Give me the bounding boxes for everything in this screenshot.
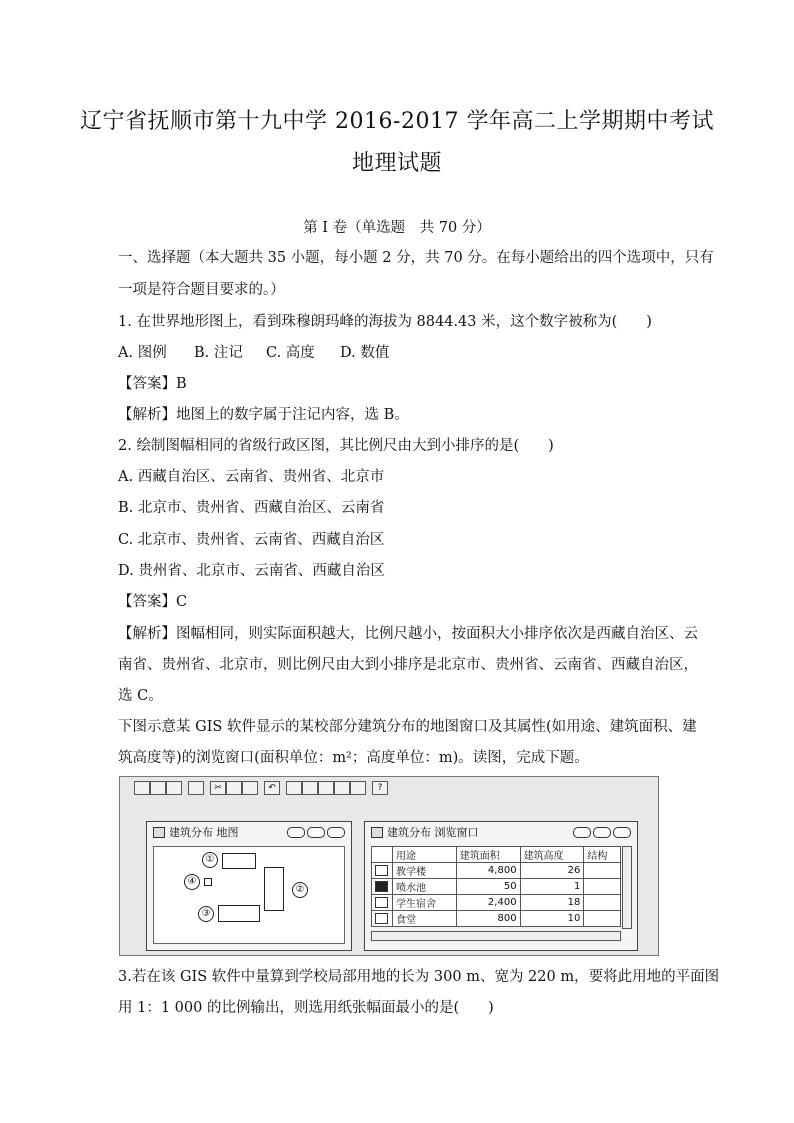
q1-stem: 1. 在世界地形图上，看到珠穆朗玛峰的海拔为 8844.43 米，这个数字被称为( ) (118, 314, 652, 330)
map-canvas (153, 846, 345, 944)
row-structure (584, 895, 621, 911)
building-2 (264, 867, 284, 911)
q2-option-c: C. 北京市、贵州省、云南省、西藏自治区 (118, 532, 385, 548)
table-row (372, 895, 621, 911)
q2-option-d: D. 贵州省、北京市、云南省、西藏自治区 (118, 563, 385, 579)
maximize-icon (593, 827, 611, 838)
row-area: 2,400 (456, 895, 520, 911)
instructions-line1: 一、选择题（本大题共 35 小题，每小题 2 分，共 70 分。在每小题给出的四个选项中，只有 (118, 250, 714, 266)
row-height: 10 (520, 911, 584, 927)
q1-option-c: C. 高度 (266, 345, 315, 361)
table-view-icon (334, 781, 350, 795)
row-use: 食堂 (393, 911, 457, 927)
paste-icon (242, 781, 258, 795)
copy-icon (226, 781, 242, 795)
marker-1: ① (202, 852, 218, 868)
cut-icon: ✂ (210, 781, 226, 795)
gis-figure (119, 776, 659, 956)
window-icon (286, 781, 302, 795)
building-3 (218, 905, 260, 922)
header-cell: 建筑高度 (520, 847, 584, 863)
q2-stem: 2. 绘制图幅相同的省级行政区图，其比例尺由大到小排序的是( ) (118, 438, 554, 454)
q3-stem-line1: 3.若在该 GIS 软件中量算到学校局部用地的长为 300 m、宽为 220 m，要将此用地的平面图 (118, 969, 720, 985)
row-use: 教学楼 (393, 863, 457, 879)
map-window (146, 821, 352, 951)
header-cell (372, 847, 393, 863)
header-cell: 用途 (393, 847, 457, 863)
row-structure (584, 863, 621, 879)
q1-answer: 【答案】B (118, 376, 187, 392)
header-cell: 建筑面积 (456, 847, 520, 863)
q2-answer: 【答案】C (118, 594, 188, 610)
row-swatch (372, 879, 393, 895)
close-icon (613, 827, 631, 838)
building-1 (222, 853, 256, 869)
q1-option-b: B. 注记 (194, 345, 243, 361)
row-structure (584, 911, 621, 927)
row-height: 18 (520, 895, 584, 911)
minimize-icon (287, 827, 305, 838)
part-title: 第 I 卷（单选题 共 70 分） (303, 220, 491, 236)
q2-analysis-line3: 选 C。 (118, 688, 163, 704)
row-height: 1 (520, 879, 584, 895)
q1-options (118, 343, 678, 363)
table-row (372, 911, 621, 927)
row-swatch (372, 895, 393, 911)
chart-view-icon (318, 781, 334, 795)
map-window-title: 建筑分布 地图 (169, 826, 239, 839)
marker-2: ② (292, 882, 308, 898)
q1-option-a: A. 图例 (118, 345, 167, 361)
row-use: 学生宿舍 (393, 895, 457, 911)
marker-4: ④ (184, 874, 200, 890)
fountain-4 (204, 878, 212, 886)
q1-analysis: 【解析】地图上的数字属于注记内容，选 B。 (118, 407, 409, 423)
q1-option-d: D. 数值 (340, 345, 390, 361)
header-cell: 结构 (584, 847, 621, 863)
instructions-line2: 一项是符合题目要求的。） (118, 282, 285, 298)
exam-title-line1: 辽宁省抚顺市第十九中学 2016-2017 学年高二上学期期中考试 (80, 109, 714, 134)
map-view-icon (302, 781, 318, 795)
marker-3: ③ (198, 906, 214, 922)
table-header-row (372, 847, 621, 863)
browse-window (364, 821, 638, 951)
print-icon (188, 781, 204, 795)
row-swatch (372, 863, 393, 879)
vertical-scrollbar (622, 846, 632, 929)
table-row (372, 879, 621, 895)
maximize-icon (307, 827, 325, 838)
q2-option-a: A. 西藏自治区、云南省、贵州省、北京市 (118, 469, 385, 485)
attribute-table (371, 846, 621, 927)
browse-window-title: 建筑分布 浏览窗口 (387, 826, 479, 839)
q2-analysis-line2: 南省、贵州省、北京市，则比例尺由大到小排序是北京市、贵州省、云南省、西藏自治区， (118, 657, 698, 673)
figure-intro-line1: 下图示意某 GIS 软件显示的某校部分建筑分布的地图窗口及其属性(如用途、建筑面积、建 (118, 719, 697, 735)
help-icon: ? (372, 781, 388, 795)
open-folder-icon (150, 781, 166, 795)
q3-stem-line2: 用 1：1 000 的比例输出，则选用纸张幅面最小的是( ) (118, 1000, 494, 1016)
exam-title-line2: 地理试题 (351, 151, 442, 176)
row-use: 喷水池 (393, 879, 457, 895)
close-icon (327, 827, 345, 838)
undo-icon: ↶ (264, 781, 280, 795)
figure-intro-line2: 筑高度等)的浏览窗口(面积单位：m²；高度单位：m)。读图，完成下题。 (118, 750, 589, 766)
row-area: 50 (456, 879, 520, 895)
row-structure (584, 879, 621, 895)
minimize-icon (573, 827, 591, 838)
row-swatch (372, 911, 393, 927)
row-area: 800 (456, 911, 520, 927)
row-height: 26 (520, 863, 584, 879)
horizontal-scrollbar (371, 931, 621, 941)
table-row (372, 863, 621, 879)
new-file-icon (134, 781, 150, 795)
save-icon (166, 781, 182, 795)
q2-analysis-line1: 【解析】图幅相同，则实际面积越大，比例尺越小，按面积大小排序依次是西藏自治区、云 (118, 626, 698, 642)
layout-icon (350, 781, 366, 795)
row-area: 4,800 (456, 863, 520, 879)
q2-option-b: B. 北京市、贵州省、西藏自治区、云南省 (118, 500, 385, 516)
